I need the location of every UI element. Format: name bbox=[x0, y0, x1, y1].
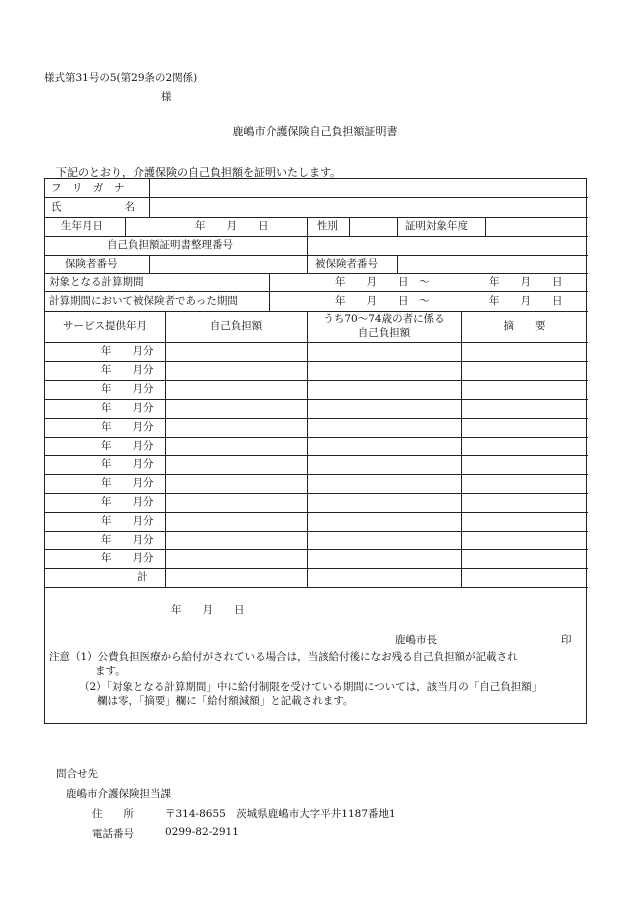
row-line bbox=[45, 273, 588, 274]
month-row-label: 年 月分 bbox=[101, 364, 154, 376]
month-row-label: 年 月分 bbox=[101, 402, 154, 414]
inquiry-heading: 問合せ先 bbox=[56, 768, 98, 780]
calc-period-label: 対象となる計算期間 bbox=[49, 276, 144, 288]
insured-period-from: 年 月 日 〜 bbox=[335, 295, 430, 307]
col-line bbox=[307, 236, 308, 255]
birthdate-label: 生年月日 bbox=[61, 220, 103, 232]
col-header-age-line1: うち70〜74歳の者に係る bbox=[323, 313, 445, 325]
insurer-number-label: 保険者番号 bbox=[65, 258, 118, 270]
col-header-age-line2: 自己負担額 bbox=[357, 327, 411, 339]
row-line bbox=[45, 399, 588, 400]
name-label: 氏 名 bbox=[51, 201, 135, 213]
col-line bbox=[307, 255, 308, 273]
addressee-honorific: 様 bbox=[161, 91, 172, 103]
insured-period-label: 計算期間において被保険者であった期間 bbox=[49, 295, 238, 307]
row-line bbox=[45, 568, 588, 569]
row-line bbox=[45, 474, 588, 475]
seal-mark: 印 bbox=[561, 634, 572, 646]
row-line bbox=[45, 311, 588, 312]
month-row-label: 年 月分 bbox=[101, 496, 154, 508]
row-line bbox=[45, 236, 588, 237]
insured-period-to: 年 月 日 bbox=[489, 295, 563, 307]
month-row-label: 年 月分 bbox=[101, 383, 154, 395]
month-row-label: 年 月分 bbox=[101, 440, 154, 452]
col-line bbox=[307, 311, 308, 587]
col-line bbox=[149, 179, 150, 217]
inquiry-phone: 0299-82-2911 bbox=[165, 826, 239, 838]
month-row-label: 年 月分 bbox=[101, 421, 154, 433]
month-row-label: 年 月分 bbox=[101, 345, 154, 357]
col-line bbox=[307, 217, 308, 236]
row-line bbox=[45, 361, 588, 362]
row-line bbox=[45, 380, 588, 381]
row-line bbox=[45, 255, 588, 256]
row-line bbox=[45, 197, 588, 198]
row-line bbox=[45, 531, 588, 532]
inquiry-phone-label: 電話番号 bbox=[92, 828, 134, 840]
total-label: 計 bbox=[137, 571, 148, 583]
form-number: 様式第31号の5(第29条の2関係) bbox=[44, 72, 198, 84]
note-1-line2: ます。 bbox=[95, 665, 126, 677]
col-line bbox=[397, 255, 398, 273]
row-line bbox=[45, 493, 588, 494]
col-line bbox=[485, 217, 486, 236]
note-2-line2: 欄は零，「摘要」欄に「給付額減額」と記載されます。 bbox=[97, 695, 354, 707]
col-line bbox=[269, 273, 270, 311]
note-1-line1: 注意（1）公費負担医療から給付がされている場合は，当該給付後になお残る自己負担額が記載され bbox=[49, 651, 518, 663]
col-line bbox=[349, 217, 350, 236]
col-line bbox=[461, 311, 462, 587]
inquiry-department: 鹿嶋市介護保険担当課 bbox=[66, 788, 171, 800]
row-line bbox=[45, 217, 588, 218]
calc-period-to: 年 月 日 bbox=[489, 276, 563, 288]
row-line bbox=[45, 549, 588, 550]
col-line bbox=[125, 217, 126, 236]
col-line bbox=[165, 311, 166, 587]
note-2-line1: （2）「対象となる計算期間」中に給付制限を受けている期間については，該当月の「自己負担額」 bbox=[79, 681, 543, 693]
inquiry-address-label: 住 所 bbox=[92, 808, 134, 820]
birthdate-ymd: 年 月 日 bbox=[195, 220, 269, 232]
certificate-form bbox=[44, 178, 587, 724]
row-line bbox=[45, 512, 588, 513]
furigana-label: フ リ ガ ナ bbox=[51, 182, 125, 194]
col-line bbox=[397, 217, 398, 236]
row-line bbox=[45, 342, 588, 343]
row-line bbox=[45, 418, 588, 419]
col-header-remarks: 摘 要 bbox=[503, 320, 546, 332]
row-line bbox=[45, 437, 588, 438]
insured-person-number-label: 被保険者番号 bbox=[315, 258, 378, 270]
mayor-label: 鹿嶋市長 bbox=[395, 634, 437, 646]
month-row-label: 年 月分 bbox=[101, 458, 154, 470]
ref-number-label: 自己負担額証明書整理番号 bbox=[107, 239, 233, 251]
col-header-amount: 自己負担額 bbox=[209, 320, 263, 332]
intro-text: 下記のとおり，介護保険の自己負担額を証明いたします。 bbox=[56, 166, 342, 179]
row-line bbox=[45, 291, 588, 292]
col-header-month: サービス提供年月 bbox=[63, 320, 147, 332]
row-line bbox=[45, 455, 588, 456]
month-row-label: 年 月分 bbox=[101, 515, 154, 527]
month-row-label: 年 月分 bbox=[101, 552, 154, 564]
row-line bbox=[45, 587, 588, 588]
issue-date: 年 月 日 bbox=[171, 604, 245, 616]
calc-period-from: 年 月 日 〜 bbox=[335, 276, 430, 288]
inquiry-address: 〒314-8655 茨城県鹿嶋市大字平井1187番地1 bbox=[165, 808, 396, 820]
month-row-label: 年 月分 bbox=[101, 477, 154, 489]
col-line bbox=[149, 255, 150, 273]
target-year-label: 証明対象年度 bbox=[405, 220, 468, 232]
page-title: 鹿嶋市介護保険自己負担額証明書 bbox=[232, 125, 398, 138]
month-row-label: 年 月分 bbox=[101, 534, 154, 546]
gender-label: 性別 bbox=[317, 220, 338, 232]
